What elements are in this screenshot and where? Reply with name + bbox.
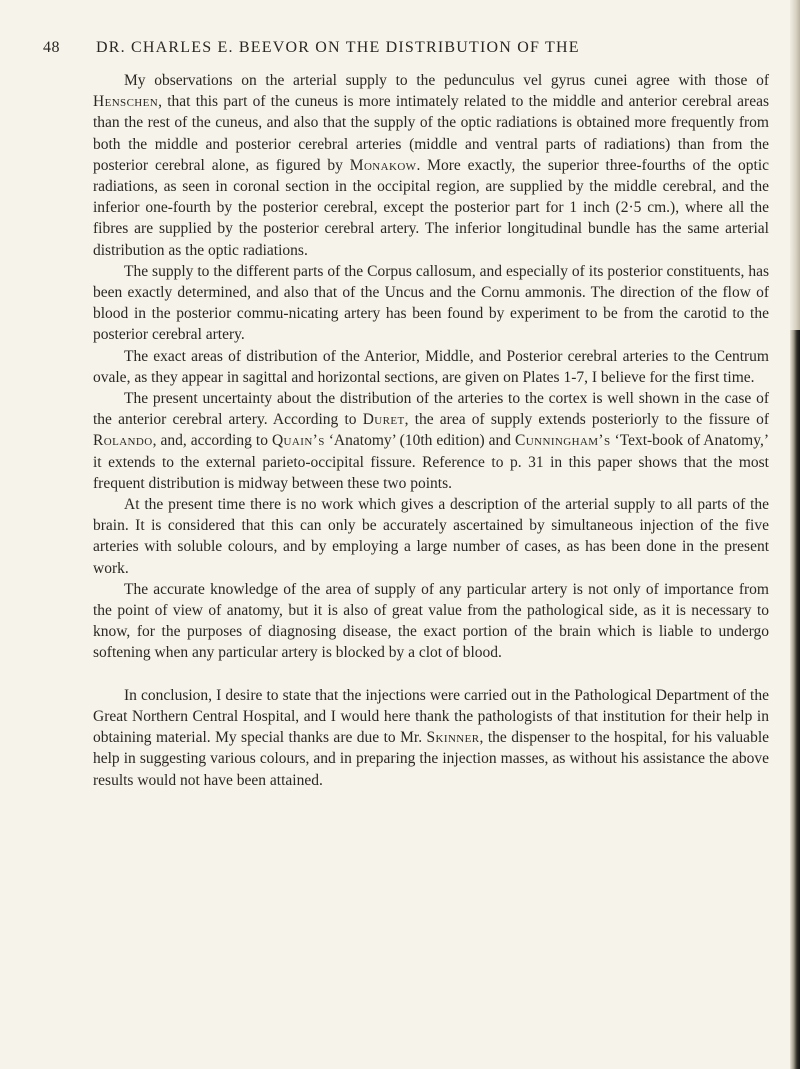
paragraph-4 [93, 388, 769, 494]
text-run: , the area of supply extends posteriorly to the fissure of [404, 411, 769, 429]
paragraph-1 [93, 70, 769, 261]
page-number: 48 [43, 39, 60, 56]
paragraph-3 [93, 346, 769, 388]
text-run: The supply to the different parts of the Corpus callosum, and especially of its posterior constituents, has been exactly determined, and also that of the Uncus and the Cornu ammonis. The direction of the flow of blood in the posterior commu-nicating artery has been found by experiment to be from the carotid to the posterior cerebral artery. [93, 262, 769, 344]
text-run: , the dispenser to the hospital, for his valuable help in suggesting various colours, and in preparing the injection masses, as without his assistance the above results would not have been attained. [93, 729, 770, 789]
text-run: My observations on the arterial supply to the pedunculus vel gyrus cunei agree with those of [124, 72, 769, 89]
text-run: The exact areas of distribution of the Anterior, Middle, and Posterior cerebral arteries to the Centrum ovale, as they appear in sagittal and horizontal sections, are given on Plates 1-7, I believe for the first time. [93, 347, 769, 386]
page-edge-shadow [790, 330, 800, 1069]
author-name: Skinner [426, 729, 480, 747]
paragraph-6 [93, 579, 769, 664]
text-run: The present uncertainty about the distribution of the arteries to the cortex is well shown in the case of the anterior cerebral artery. According to [93, 390, 769, 429]
text-run: . More exactly, the superior three-fourths of the optic radiations, as seen in coronal section in the occipital region, are supplied by the middle cerebral, and the inferior one-fourth by the posterior cerebral, except the posterior part for 1 inch (2·5 cm.), where all the fibres are supplied by the posterior cerebral artery. The inferior longitudinal bundle has the same arterial distribution as the optic radiations. [93, 156, 770, 259]
page-header [0, 39, 800, 63]
text-run: The accurate knowledge of the area of supply of any particular artery is not only of importance from the point of view of anatomy, but it is also of great value from the pathological side, as it is necessary to know, for the purposes of diagnosing disease, the exact portion of the brain which is liable to undergo softening when any particular artery is blocked by a clot of blood. [93, 580, 769, 662]
text-run: ‘Text-book of Anatomy,’ it extends to the external parieto-occipital fissure. Reference to p. 31 in this paper shows that the most frequent distribution is midway between these two points. [93, 432, 770, 492]
text-run: ‘Anatomy’ (10th edition) and [324, 432, 516, 450]
text-run: , that this part of the cuneus is more intimately related to the middle and anterior cerebral areas than the rest of the cuneus, and also that the supply of the optic radiations is obtained more frequently from both the middle and posterior cerebral arteries (middle and ventral parts of radiations) than from the posterior cerebral alone, as figured by [93, 93, 769, 174]
author-name: Quain’s [271, 432, 325, 450]
paragraph-2 [93, 261, 769, 346]
author-name: Henschen [93, 93, 159, 111]
text-run: At the present time there is no work which gives a description of the arterial supply to all parts of the brain. It is considered that this can only be accurately ascertained by simultaneous injection of the five arteries with soluble colours, and by employing a large number of cases, as has been done in the present work. [93, 496, 769, 577]
paragraph-5 [93, 494, 769, 579]
author-name: Rolando [93, 432, 153, 450]
author-name: Cunningham’s [515, 432, 611, 450]
running-head: DR. CHARLES E. BEEVOR ON THE DISTRIBUTION OF THE [96, 39, 580, 56]
author-name: Duret [362, 411, 405, 429]
body-text [93, 70, 769, 791]
text-run: , and, according to [152, 432, 272, 450]
text-run: In conclusion, I desire to state that the injections were carried out in the Pathological Department of the Great Northern Central Hospital, and I would here thank the pathologists of that institution for their help in obtaining material. My special thanks are due to Mr. [93, 686, 769, 747]
author-name: Monakow [349, 156, 417, 174]
paragraph-conclusion [93, 685, 769, 791]
